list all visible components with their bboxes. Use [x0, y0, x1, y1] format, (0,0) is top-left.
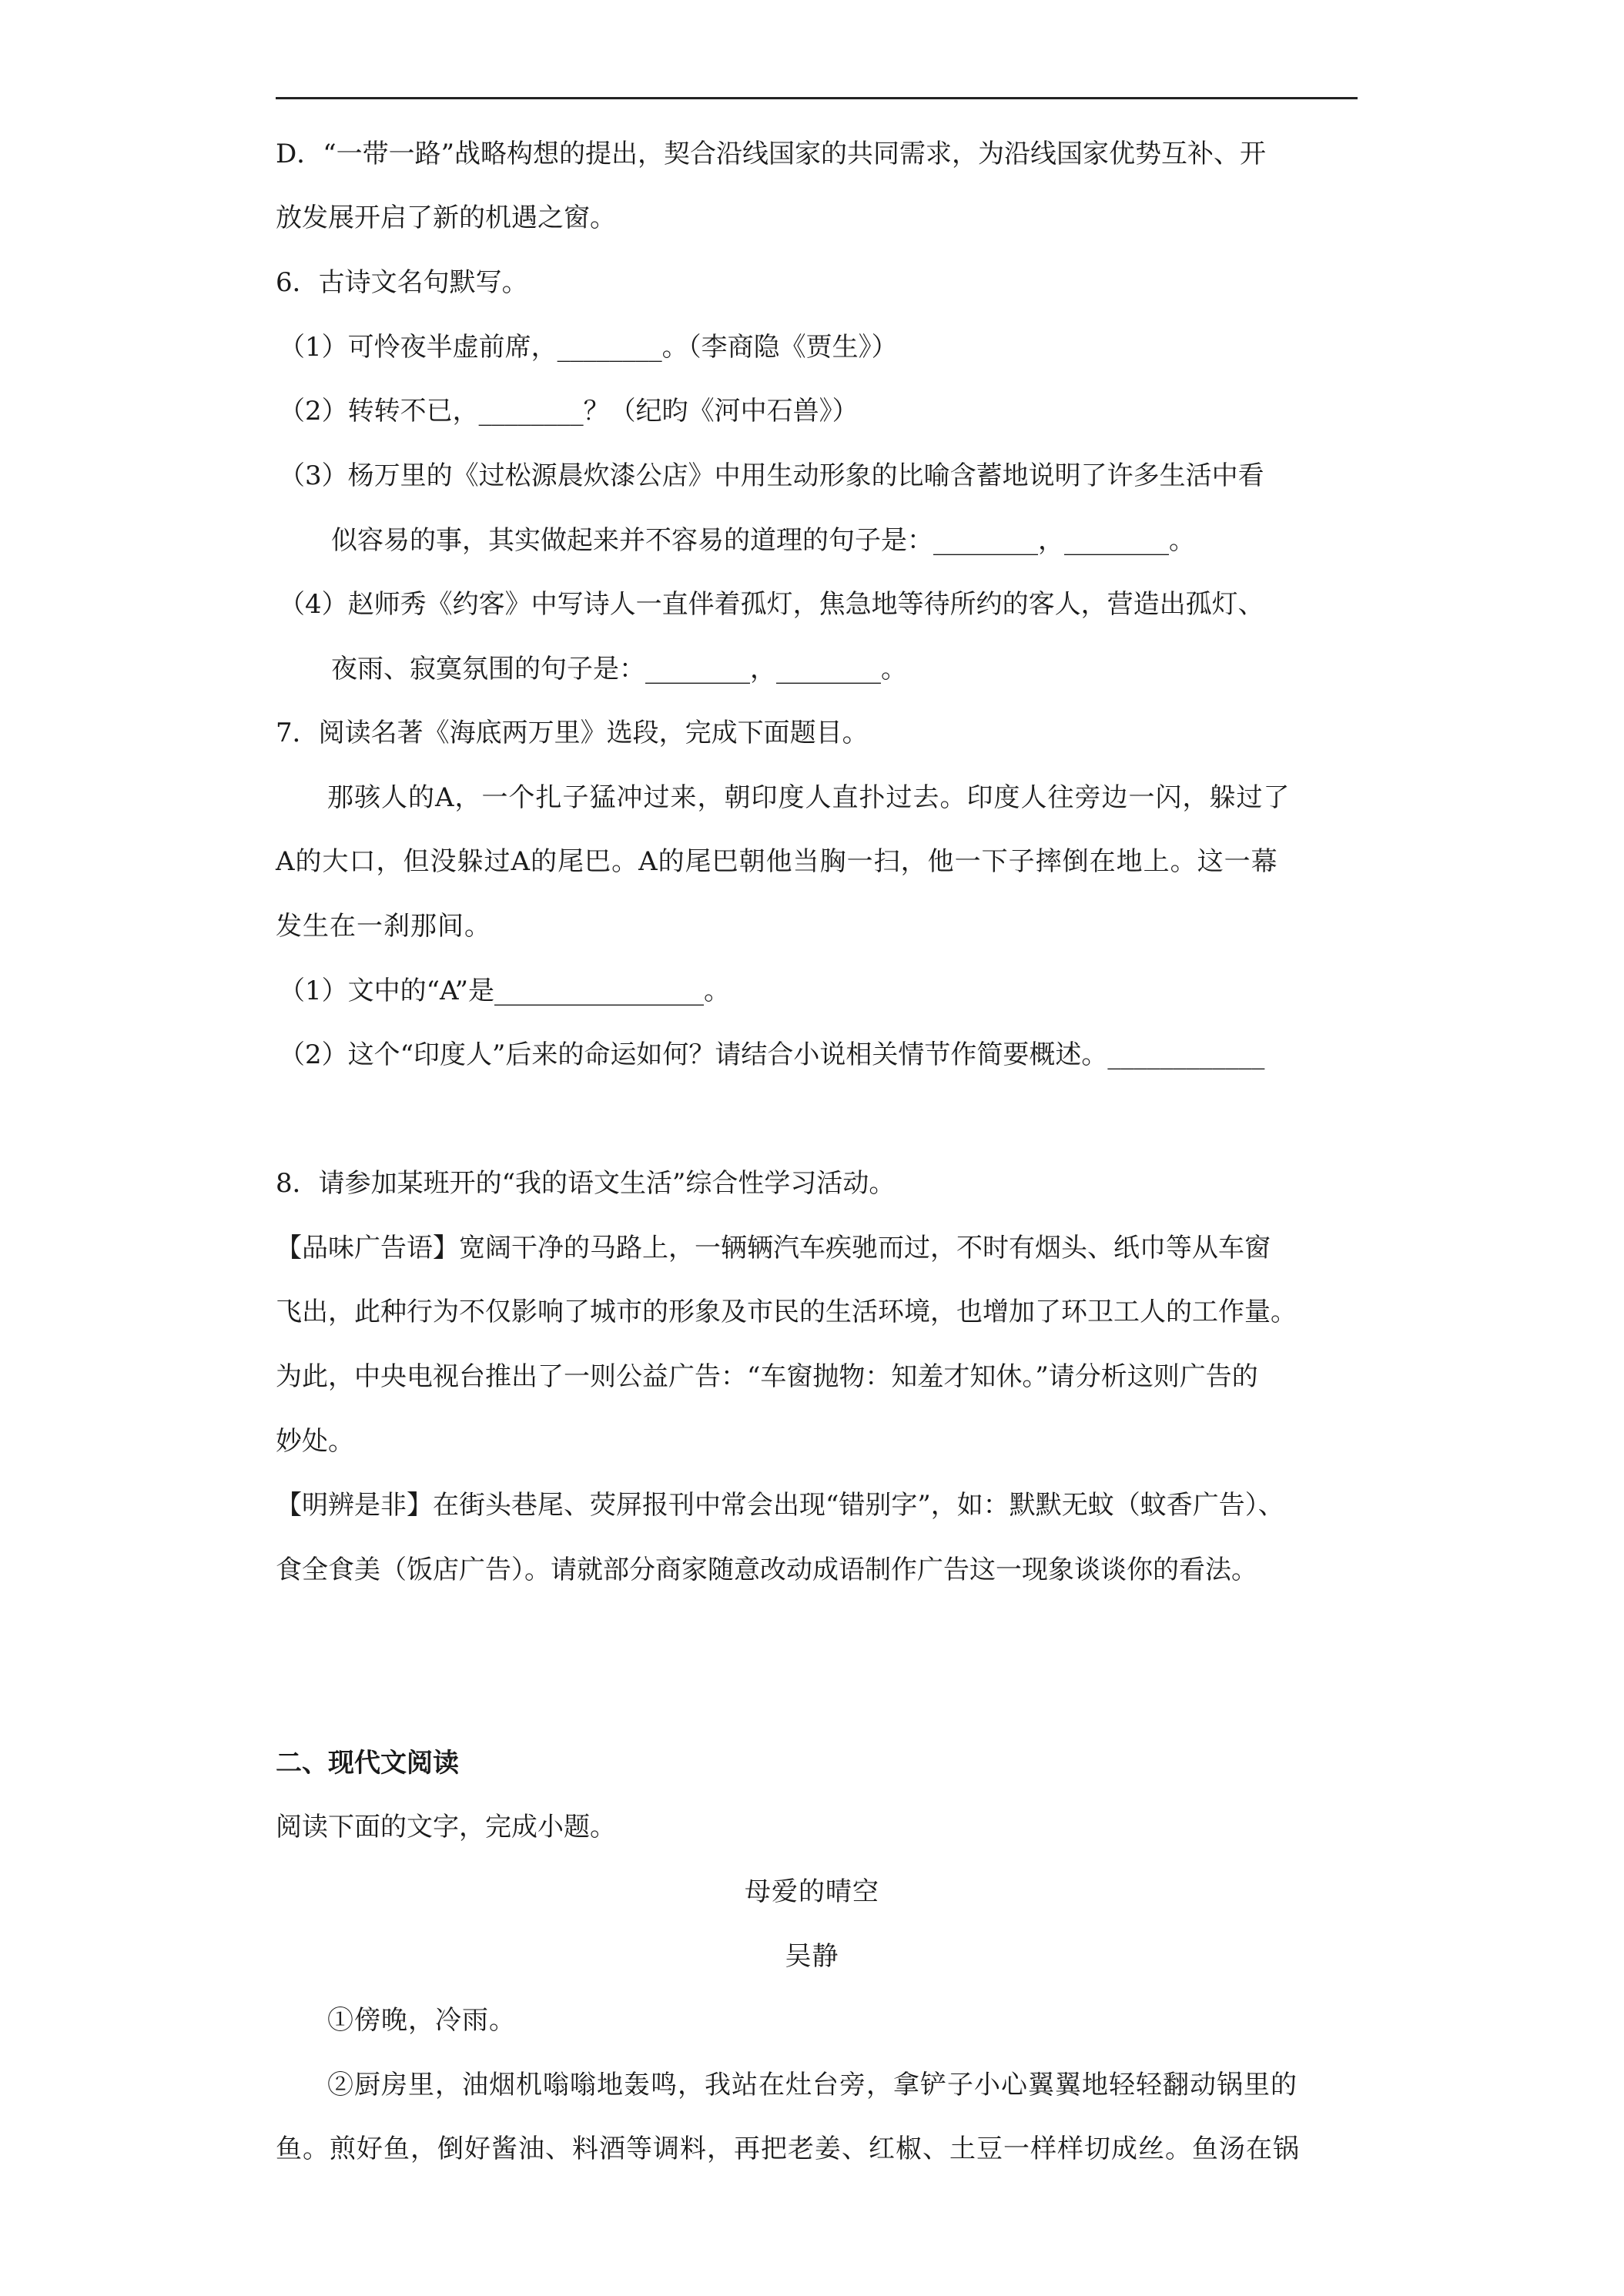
question-6-title: 6．古诗文名句默写。	[276, 267, 528, 298]
header-rule	[276, 97, 1358, 99]
article-title: 母爱的晴空	[745, 1876, 879, 1907]
question-8-title: 8．请参加某班开的“我的语文生活”综合性学习活动。	[276, 1168, 896, 1199]
excerpt-line-2: A的大口，但没躲过A的尾巴。A的尾巴朝他当胸一扫，他一下子摔倒在地上。这一幕	[276, 846, 1278, 877]
question-7-title: 7．阅读名著《海底两万里》选段，完成下面题目。	[276, 718, 869, 748]
right-wrong-line-2: 食全食美（饭店广告）。请就部分商家随意改动成语制作广告这一现象谈谈你的看法。	[276, 1555, 1257, 1585]
article-author: 吴静	[785, 1941, 839, 1972]
question-7-item-1: （1）文中的“A”是________________。	[279, 976, 730, 1006]
option-d-line-2: 放发展开启了新的机遇之窗。	[276, 202, 616, 233]
option-d-line-1: D．“一带一路”战略构想的提出，契合沿线国家的共同需求，为沿线国家优势互补、开	[276, 139, 1267, 169]
section-2-intro: 阅读下面的文字，完成小题。	[276, 1812, 616, 1842]
right-wrong-line-1: 【明辨是非】在街头巷尾、荧屏报刊中常会出现“错别字”，如：默默无蚊（蚊香广告）、	[276, 1490, 1284, 1521]
question-7-item-2: （2）这个“印度人”后来的命运如何？请结合小说相关情节作简要概述。____________	[279, 1039, 1265, 1070]
ad-taste-line-4: 妙处。	[276, 1426, 354, 1457]
question-6-item-3-line-1: （3）杨万里的《过松源晨炊漆公店》中用生动形象的比喻含蓄地说明了许多生活中看	[279, 460, 1264, 491]
question-6-item-2: （2）转转不已，________？（纪昀《河中石兽》）	[279, 396, 859, 427]
ad-taste-line-1: 【品味广告语】宽阔干净的马路上，一辆辆汽车疾驰而过，不时有烟头、纸巾等从车窗	[276, 1233, 1271, 1263]
excerpt-line-3: 发生在一刹那间。	[276, 911, 491, 942]
article-paragraph-2-line-1: ②厨房里，油烟机嗡嗡地轰鸣，我站在灶台旁，拿铲子小心翼翼地轻轻翻动锅里的	[327, 2070, 1298, 2100]
ad-taste-line-2: 飞出，此种行为不仅影响了城市的形象及市民的生活环境，也增加了环卫工人的工作量。	[276, 1297, 1297, 1327]
question-6-item-4-line-1: （4）赵师秀《约客》中写诗人一直伴着孤灯，焦急地等待所约的客人，营造出孤灯、	[279, 589, 1264, 620]
question-6-item-4-line-2: 夜雨、寂寞氛围的句子是：________，________。	[331, 654, 907, 684]
article-paragraph-2-line-2: 鱼。煎好鱼，倒好酱油、料酒等调料，再把老姜、红椒、土豆一样样切成丝。鱼汤在锅	[276, 2134, 1300, 2164]
section-2-heading: 二、现代文阅读	[276, 1748, 459, 1779]
excerpt-line-1: 那骇人的A，一个扎子猛冲过来，朝印度人直扑过去。印度人往旁边一闪，躲过了	[327, 782, 1291, 813]
question-6-item-1: （1）可怜夜半虚前席，________。（李商隐《贾生》）	[279, 332, 898, 363]
article-paragraph-1: ①傍晚，冷雨。	[327, 2005, 516, 2036]
question-6-item-3-line-2: 似容易的事，其实做起来并不容易的道理的句子是：________，________。	[331, 525, 1195, 556]
ad-taste-line-3: 为此，中央电视台推出了一则公益广告：“车窗抛物：知羞才知休。”请分析这则广告的	[276, 1361, 1258, 1392]
